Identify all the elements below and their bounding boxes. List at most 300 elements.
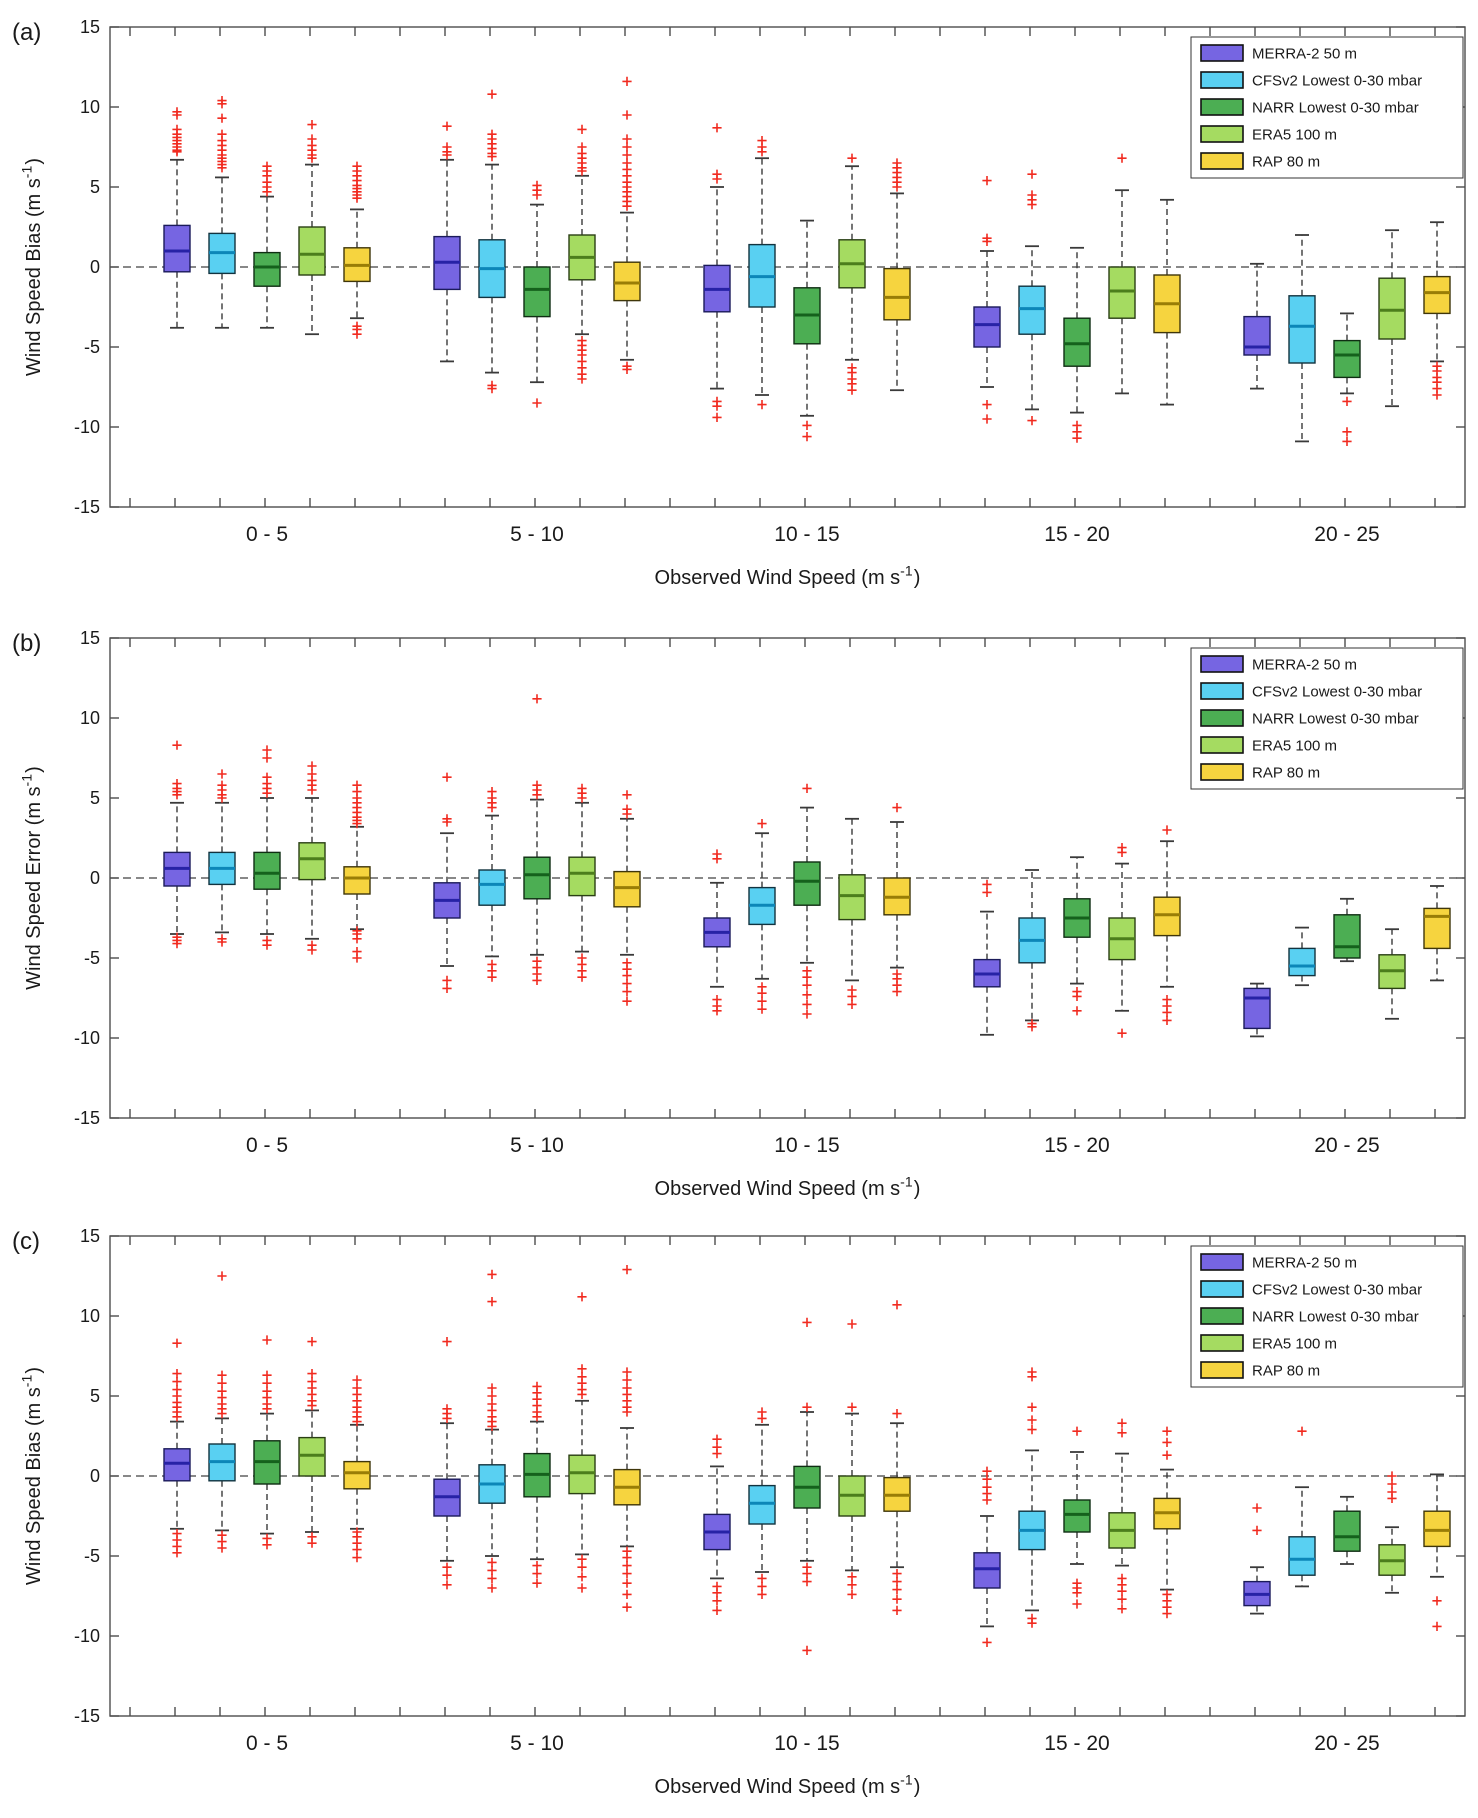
outlier-plus-marker xyxy=(442,773,451,782)
box xyxy=(1289,296,1315,363)
outlier-plus-marker xyxy=(802,1009,811,1018)
outlier-plus-marker xyxy=(982,1495,991,1504)
outlier-plus-marker xyxy=(712,1435,721,1444)
x-category-label: 5 - 10 xyxy=(510,1732,564,1755)
x-category-label: 0 - 5 xyxy=(245,523,289,546)
outlier-plus-marker xyxy=(982,1467,991,1476)
outlier-plus-marker xyxy=(1117,1029,1126,1038)
box xyxy=(299,227,325,275)
outlier-plus-marker xyxy=(757,400,766,409)
outlier-plus-marker xyxy=(1027,1619,1036,1628)
outlier-plus-marker xyxy=(352,781,361,790)
outlier-plus-marker xyxy=(1027,170,1036,179)
outlier-plus-marker xyxy=(892,1585,901,1594)
outlier-plus-marker xyxy=(757,1005,766,1014)
box xyxy=(164,225,190,271)
legend-label: CFSv2 Lowest 0-30 mbar xyxy=(1252,683,1423,701)
outlier-plus-marker xyxy=(622,805,631,814)
outlier-plus-marker xyxy=(1162,1609,1171,1618)
outlier-plus-marker xyxy=(352,953,361,962)
outlier-plus-marker xyxy=(532,694,541,703)
box xyxy=(614,872,640,907)
outlier-plus-marker xyxy=(442,984,451,993)
x-category-label: 15 - 20 xyxy=(1044,523,1110,546)
outlier-plus-marker xyxy=(442,1337,451,1346)
outlier-plus-marker xyxy=(1252,1526,1261,1535)
box xyxy=(1334,1511,1360,1551)
outlier-plus-marker xyxy=(622,1590,631,1599)
outlier-plus-marker xyxy=(532,976,541,985)
box xyxy=(884,269,910,320)
outlier-plus-marker xyxy=(307,120,316,129)
outlier-plus-marker xyxy=(352,162,361,171)
box xyxy=(299,843,325,880)
outlier-plus-marker xyxy=(712,1606,721,1615)
legend-swatch xyxy=(1201,1335,1243,1351)
y-tick-label: 10 xyxy=(79,1306,100,1326)
x-category-label: 10 - 15 xyxy=(774,1732,840,1755)
legend-swatch xyxy=(1201,764,1243,780)
outlier-plus-marker xyxy=(712,123,721,132)
outlier-plus-marker xyxy=(622,1375,631,1384)
series-rap xyxy=(344,781,1450,1025)
legend-swatch xyxy=(1201,1362,1243,1378)
outlier-plus-marker xyxy=(1117,1419,1126,1428)
outlier-plus-marker xyxy=(487,1583,496,1592)
outlier-plus-marker xyxy=(892,987,901,996)
outlier-plus-marker xyxy=(1072,1588,1081,1597)
outlier-plus-marker xyxy=(352,1553,361,1562)
outlier-plus-marker xyxy=(487,1558,496,1567)
outlier-plus-marker xyxy=(622,1367,631,1376)
outlier-plus-marker xyxy=(262,1540,271,1549)
box xyxy=(1109,267,1135,318)
outlier-plus-marker xyxy=(847,1000,856,1009)
outlier-plus-marker xyxy=(577,973,586,982)
box xyxy=(254,852,280,889)
outlier-plus-marker xyxy=(172,1339,181,1348)
outlier-plus-marker xyxy=(802,1577,811,1586)
box xyxy=(839,875,865,920)
outlier-plus-marker xyxy=(172,1385,181,1394)
outlier-plus-marker xyxy=(307,1337,316,1346)
outlier-plus-marker xyxy=(487,1297,496,1306)
outlier-plus-marker xyxy=(712,170,721,179)
legend-swatch xyxy=(1201,737,1243,753)
outlier-plus-marker xyxy=(622,979,631,988)
outlier-plus-marker xyxy=(1072,992,1081,1001)
outlier-plus-marker xyxy=(1117,843,1126,852)
outlier-plus-marker xyxy=(622,1265,631,1274)
outlier-plus-marker xyxy=(307,1377,316,1386)
outlier-plus-marker xyxy=(712,849,721,858)
y-axis-title: Wind Speed Bias (m $s^{-1}$ ) xyxy=(18,157,45,377)
x-category-label: 0 - 5 xyxy=(245,1134,289,1157)
outlier-plus-marker xyxy=(1297,1427,1306,1436)
outlier-plus-marker xyxy=(172,125,181,134)
y-tick-label: -15 xyxy=(73,1706,100,1726)
x-category-label: 15 - 20 xyxy=(1044,1732,1110,1755)
box xyxy=(254,253,280,287)
outlier-plus-marker xyxy=(622,1561,631,1570)
outlier-plus-marker xyxy=(622,1603,631,1612)
outlier-plus-marker xyxy=(262,1371,271,1380)
outlier-plus-marker xyxy=(757,1582,766,1591)
outlier-plus-marker xyxy=(802,1318,811,1327)
outlier-plus-marker xyxy=(217,1387,226,1396)
box xyxy=(1154,897,1180,935)
box xyxy=(614,262,640,300)
outlier-plus-marker xyxy=(577,374,586,383)
outlier-plus-marker xyxy=(1117,1604,1126,1613)
box xyxy=(1064,318,1090,366)
outlier-plus-marker xyxy=(757,819,766,828)
outlier-plus-marker xyxy=(217,1379,226,1388)
outlier-plus-marker xyxy=(1387,1479,1396,1488)
y-tick-label: 10 xyxy=(79,97,100,117)
outlier-plus-marker xyxy=(307,1369,316,1378)
legend-label: RAP 80 m xyxy=(1252,153,1321,171)
outlier-plus-marker xyxy=(622,1579,631,1588)
outlier-plus-marker xyxy=(262,1335,271,1344)
series-merra-2 xyxy=(164,1337,1270,1647)
outlier-plus-marker xyxy=(1387,1471,1396,1480)
legend-swatch xyxy=(1201,1308,1243,1324)
box xyxy=(974,1553,1000,1588)
outlier-plus-marker xyxy=(1162,1427,1171,1436)
legend-label: NARR Lowest 0-30 mbar xyxy=(1252,99,1419,117)
outlier-plus-marker xyxy=(847,1580,856,1589)
outlier-plus-marker xyxy=(1162,1008,1171,1017)
outlier-plus-marker xyxy=(1117,154,1126,163)
panel-letter: (c) xyxy=(12,1228,40,1255)
outlier-plus-marker xyxy=(712,1443,721,1452)
outlier-plus-marker xyxy=(1162,1016,1171,1025)
box xyxy=(344,867,370,894)
y-tick-label: 0 xyxy=(89,868,100,888)
outlier-plus-marker xyxy=(757,989,766,998)
outlier-plus-marker xyxy=(982,176,991,185)
legend-swatch xyxy=(1201,710,1243,726)
outlier-plus-marker xyxy=(577,1555,586,1564)
series-era5 xyxy=(299,761,1405,1037)
legend-label: NARR Lowest 0-30 mbar xyxy=(1252,1308,1419,1326)
legend-swatch xyxy=(1201,126,1243,142)
legend-label: NARR Lowest 0-30 mbar xyxy=(1252,710,1419,728)
outlier-plus-marker xyxy=(307,134,316,143)
box xyxy=(1244,988,1270,1028)
outlier-plus-marker xyxy=(262,1387,271,1396)
outlier-plus-marker xyxy=(1117,1587,1126,1596)
legend-swatch xyxy=(1201,99,1243,115)
outlier-plus-marker xyxy=(1432,1596,1441,1605)
box xyxy=(1289,948,1315,975)
box xyxy=(749,1486,775,1524)
outlier-plus-marker xyxy=(622,1383,631,1392)
outlier-plus-marker xyxy=(1072,434,1081,443)
x-category-label: 10 - 15 xyxy=(774,523,840,546)
outlier-plus-marker xyxy=(307,761,316,770)
outlier-plus-marker xyxy=(172,1369,181,1378)
box xyxy=(1334,341,1360,378)
outlier-plus-marker xyxy=(487,973,496,982)
outlier-plus-marker xyxy=(1117,1428,1126,1437)
box xyxy=(1064,1500,1090,1532)
box xyxy=(299,1438,325,1476)
series-narr xyxy=(254,162,1360,446)
y-tick-label: -5 xyxy=(83,1546,100,1566)
box xyxy=(1379,278,1405,339)
outlier-plus-marker xyxy=(532,398,541,407)
outlier-plus-marker xyxy=(622,158,631,167)
outlier-plus-marker xyxy=(1027,1425,1036,1434)
outlier-plus-marker xyxy=(262,1379,271,1388)
series-cfsv2 xyxy=(209,90,1315,442)
outlier-plus-marker xyxy=(262,941,271,950)
series-cfsv2 xyxy=(209,1270,1315,1628)
outlier-plus-marker xyxy=(802,973,811,982)
outlier-plus-marker xyxy=(802,990,811,999)
outlier-plus-marker xyxy=(622,1553,631,1562)
outlier-plus-marker xyxy=(1342,427,1351,436)
outlier-plus-marker xyxy=(712,1596,721,1605)
outlier-plus-marker xyxy=(1162,1438,1171,1447)
outlier-plus-marker xyxy=(262,773,271,782)
outlier-plus-marker xyxy=(217,1371,226,1380)
legend-swatch xyxy=(1201,683,1243,699)
legend-label: MERRA-2 50 m xyxy=(1252,45,1358,63)
outlier-plus-marker xyxy=(172,1548,181,1557)
outlier-plus-marker xyxy=(532,1561,541,1570)
outlier-plus-marker xyxy=(307,1539,316,1548)
outlier-plus-marker xyxy=(1027,190,1036,199)
box xyxy=(524,267,550,317)
x-category-label: 0 - 5 xyxy=(245,1732,289,1755)
outlier-plus-marker xyxy=(577,1583,586,1592)
outlier-plus-marker xyxy=(892,1595,901,1604)
outlier-plus-marker xyxy=(622,77,631,86)
outlier-plus-marker xyxy=(487,130,496,139)
outlier-plus-marker xyxy=(802,981,811,990)
outlier-plus-marker xyxy=(1342,397,1351,406)
panel-letter: (a) xyxy=(12,19,42,46)
y-tick-label: 15 xyxy=(79,17,100,37)
outlier-plus-marker xyxy=(802,784,811,793)
outlier-plus-marker xyxy=(982,400,991,409)
outlier-plus-marker xyxy=(352,330,361,339)
outlier-plus-marker xyxy=(442,1404,451,1413)
y-tick-label: 15 xyxy=(79,628,100,648)
outlier-plus-marker xyxy=(352,1375,361,1384)
x-axis-title: Observed Wind Speed (m $s^{-1}$ ) xyxy=(654,562,921,589)
series-merra-2 xyxy=(164,107,1270,423)
outlier-plus-marker xyxy=(847,992,856,1001)
outlier-plus-marker xyxy=(982,888,991,897)
outlier-plus-marker xyxy=(1432,390,1441,399)
outlier-plus-marker xyxy=(262,753,271,762)
outlier-plus-marker xyxy=(352,1545,361,1554)
x-category-label: 20 - 25 xyxy=(1314,1134,1380,1157)
x-axis-title: Observed Wind Speed (m $s^{-1}$ ) xyxy=(654,1771,921,1798)
outlier-plus-marker xyxy=(1072,1006,1081,1015)
outlier-plus-marker xyxy=(262,745,271,754)
outlier-plus-marker xyxy=(577,1372,586,1381)
box xyxy=(1019,286,1045,334)
outlier-plus-marker xyxy=(1072,1427,1081,1436)
outlier-plus-marker xyxy=(847,1403,856,1412)
outlier-plus-marker xyxy=(487,1383,496,1392)
outlier-plus-marker xyxy=(757,1590,766,1599)
y-tick-label: 10 xyxy=(79,708,100,728)
outlier-plus-marker xyxy=(892,158,901,167)
y-tick-label: -5 xyxy=(83,948,100,968)
outlier-plus-marker xyxy=(442,976,451,985)
box xyxy=(1334,915,1360,958)
box xyxy=(1244,317,1270,355)
box xyxy=(1424,1511,1450,1546)
outlier-plus-marker xyxy=(217,1271,226,1280)
y-tick-label: 0 xyxy=(89,257,100,277)
outlier-plus-marker xyxy=(892,1577,901,1586)
outlier-plus-marker xyxy=(757,997,766,1006)
outlier-plus-marker xyxy=(1387,1494,1396,1503)
x-axis-title: Observed Wind Speed (m $s^{-1}$ ) xyxy=(654,1173,921,1200)
outlier-plus-marker xyxy=(217,1543,226,1552)
y-tick-label: -15 xyxy=(73,1108,100,1128)
x-category-label: 20 - 25 xyxy=(1314,523,1380,546)
outlier-plus-marker xyxy=(577,1572,586,1581)
outlier-plus-marker xyxy=(577,1364,586,1373)
outlier-plus-marker xyxy=(442,122,451,131)
outlier-plus-marker xyxy=(442,142,451,151)
outlier-plus-marker xyxy=(892,803,901,812)
outlier-plus-marker xyxy=(847,1319,856,1328)
outlier-plus-marker xyxy=(487,1566,496,1575)
outlier-plus-marker xyxy=(712,402,721,411)
outlier-plus-marker xyxy=(847,386,856,395)
y-tick-label: -5 xyxy=(83,337,100,357)
legend-swatch xyxy=(1201,656,1243,672)
outlier-plus-marker xyxy=(442,1563,451,1572)
box xyxy=(1424,277,1450,314)
x-category-label: 15 - 20 xyxy=(1044,1134,1110,1157)
legend-label: MERRA-2 50 m xyxy=(1252,656,1358,674)
box xyxy=(569,857,595,895)
panel-a xyxy=(12,17,1465,589)
panel-c xyxy=(12,1226,1465,1798)
panel-letter: (b) xyxy=(12,630,42,657)
outlier-plus-marker xyxy=(712,413,721,422)
y-tick-label: 5 xyxy=(89,788,100,808)
outlier-plus-marker xyxy=(1342,437,1351,446)
legend xyxy=(1191,37,1463,178)
outlier-plus-marker xyxy=(892,1300,901,1309)
outlier-plus-marker xyxy=(1027,1415,1036,1424)
outlier-plus-marker xyxy=(622,134,631,143)
outlier-plus-marker xyxy=(307,769,316,778)
outlier-plus-marker xyxy=(847,154,856,163)
box xyxy=(524,857,550,899)
outlier-plus-marker xyxy=(172,741,181,750)
outlier-plus-marker xyxy=(622,997,631,1006)
outlier-plus-marker xyxy=(1162,825,1171,834)
outlier-plus-marker xyxy=(487,1270,496,1279)
outlier-plus-marker xyxy=(577,1563,586,1572)
legend-label: ERA5 100 m xyxy=(1252,126,1338,144)
y-tick-label: -15 xyxy=(73,497,100,517)
outlier-plus-marker xyxy=(982,1638,991,1647)
outlier-plus-marker xyxy=(1027,1367,1036,1376)
outlier-plus-marker xyxy=(1162,1451,1171,1460)
y-tick-label: 5 xyxy=(89,177,100,197)
legend-label: MERRA-2 50 m xyxy=(1252,1254,1358,1272)
legend-label: CFSv2 Lowest 0-30 mbar xyxy=(1252,1281,1423,1299)
y-axis-title: Wind Speed Bias (m $s^{-1}$ ) xyxy=(18,1366,45,1586)
outlier-plus-marker xyxy=(442,1571,451,1580)
outlier-plus-marker xyxy=(532,1579,541,1588)
box xyxy=(1289,1537,1315,1575)
legend xyxy=(1191,1246,1463,1387)
outlier-plus-marker xyxy=(217,114,226,123)
x-category-label: 20 - 25 xyxy=(1314,1732,1380,1755)
y-tick-label: 0 xyxy=(89,1466,100,1486)
outlier-plus-marker xyxy=(262,162,271,171)
outlier-plus-marker xyxy=(487,1399,496,1408)
outlier-plus-marker xyxy=(802,1569,811,1578)
outlier-plus-marker xyxy=(577,1292,586,1301)
legend xyxy=(1191,648,1463,789)
outlier-plus-marker xyxy=(217,769,226,778)
outlier-plus-marker xyxy=(622,110,631,119)
outlier-plus-marker xyxy=(622,987,631,996)
box xyxy=(164,1449,190,1481)
outlier-plus-marker xyxy=(352,934,361,943)
legend-swatch xyxy=(1201,72,1243,88)
outlier-plus-marker xyxy=(847,1590,856,1599)
outlier-plus-marker xyxy=(847,1572,856,1581)
legend-label: ERA5 100 m xyxy=(1252,1335,1338,1353)
outlier-plus-marker xyxy=(217,130,226,139)
box xyxy=(479,870,505,905)
legend-swatch xyxy=(1201,45,1243,61)
outlier-plus-marker xyxy=(532,1569,541,1578)
outlier-plus-marker xyxy=(1027,416,1036,425)
legend-label: RAP 80 m xyxy=(1252,764,1321,782)
outlier-plus-marker xyxy=(622,142,631,151)
outlier-plus-marker xyxy=(622,150,631,159)
outlier-plus-marker xyxy=(442,1580,451,1589)
outlier-plus-marker xyxy=(172,779,181,788)
outlier-plus-marker xyxy=(892,1569,901,1578)
outlier-plus-marker xyxy=(487,1574,496,1583)
outlier-plus-marker xyxy=(802,1000,811,1009)
outlier-plus-marker xyxy=(802,421,811,430)
outlier-plus-marker xyxy=(352,1383,361,1392)
y-tick-label: 15 xyxy=(79,1226,100,1246)
outlier-plus-marker xyxy=(1072,1599,1081,1608)
box xyxy=(1424,908,1450,948)
outlier-plus-marker xyxy=(622,971,631,980)
x-category-label: 5 - 10 xyxy=(510,1134,564,1157)
outlier-plus-marker xyxy=(802,432,811,441)
outlier-plus-marker xyxy=(892,1606,901,1615)
box xyxy=(344,1462,370,1489)
outlier-plus-marker xyxy=(577,125,586,134)
outlier-plus-marker xyxy=(532,181,541,190)
outlier-plus-marker xyxy=(1252,1503,1261,1512)
outlier-plus-marker xyxy=(487,90,496,99)
legend-label: RAP 80 m xyxy=(1252,1362,1321,1380)
